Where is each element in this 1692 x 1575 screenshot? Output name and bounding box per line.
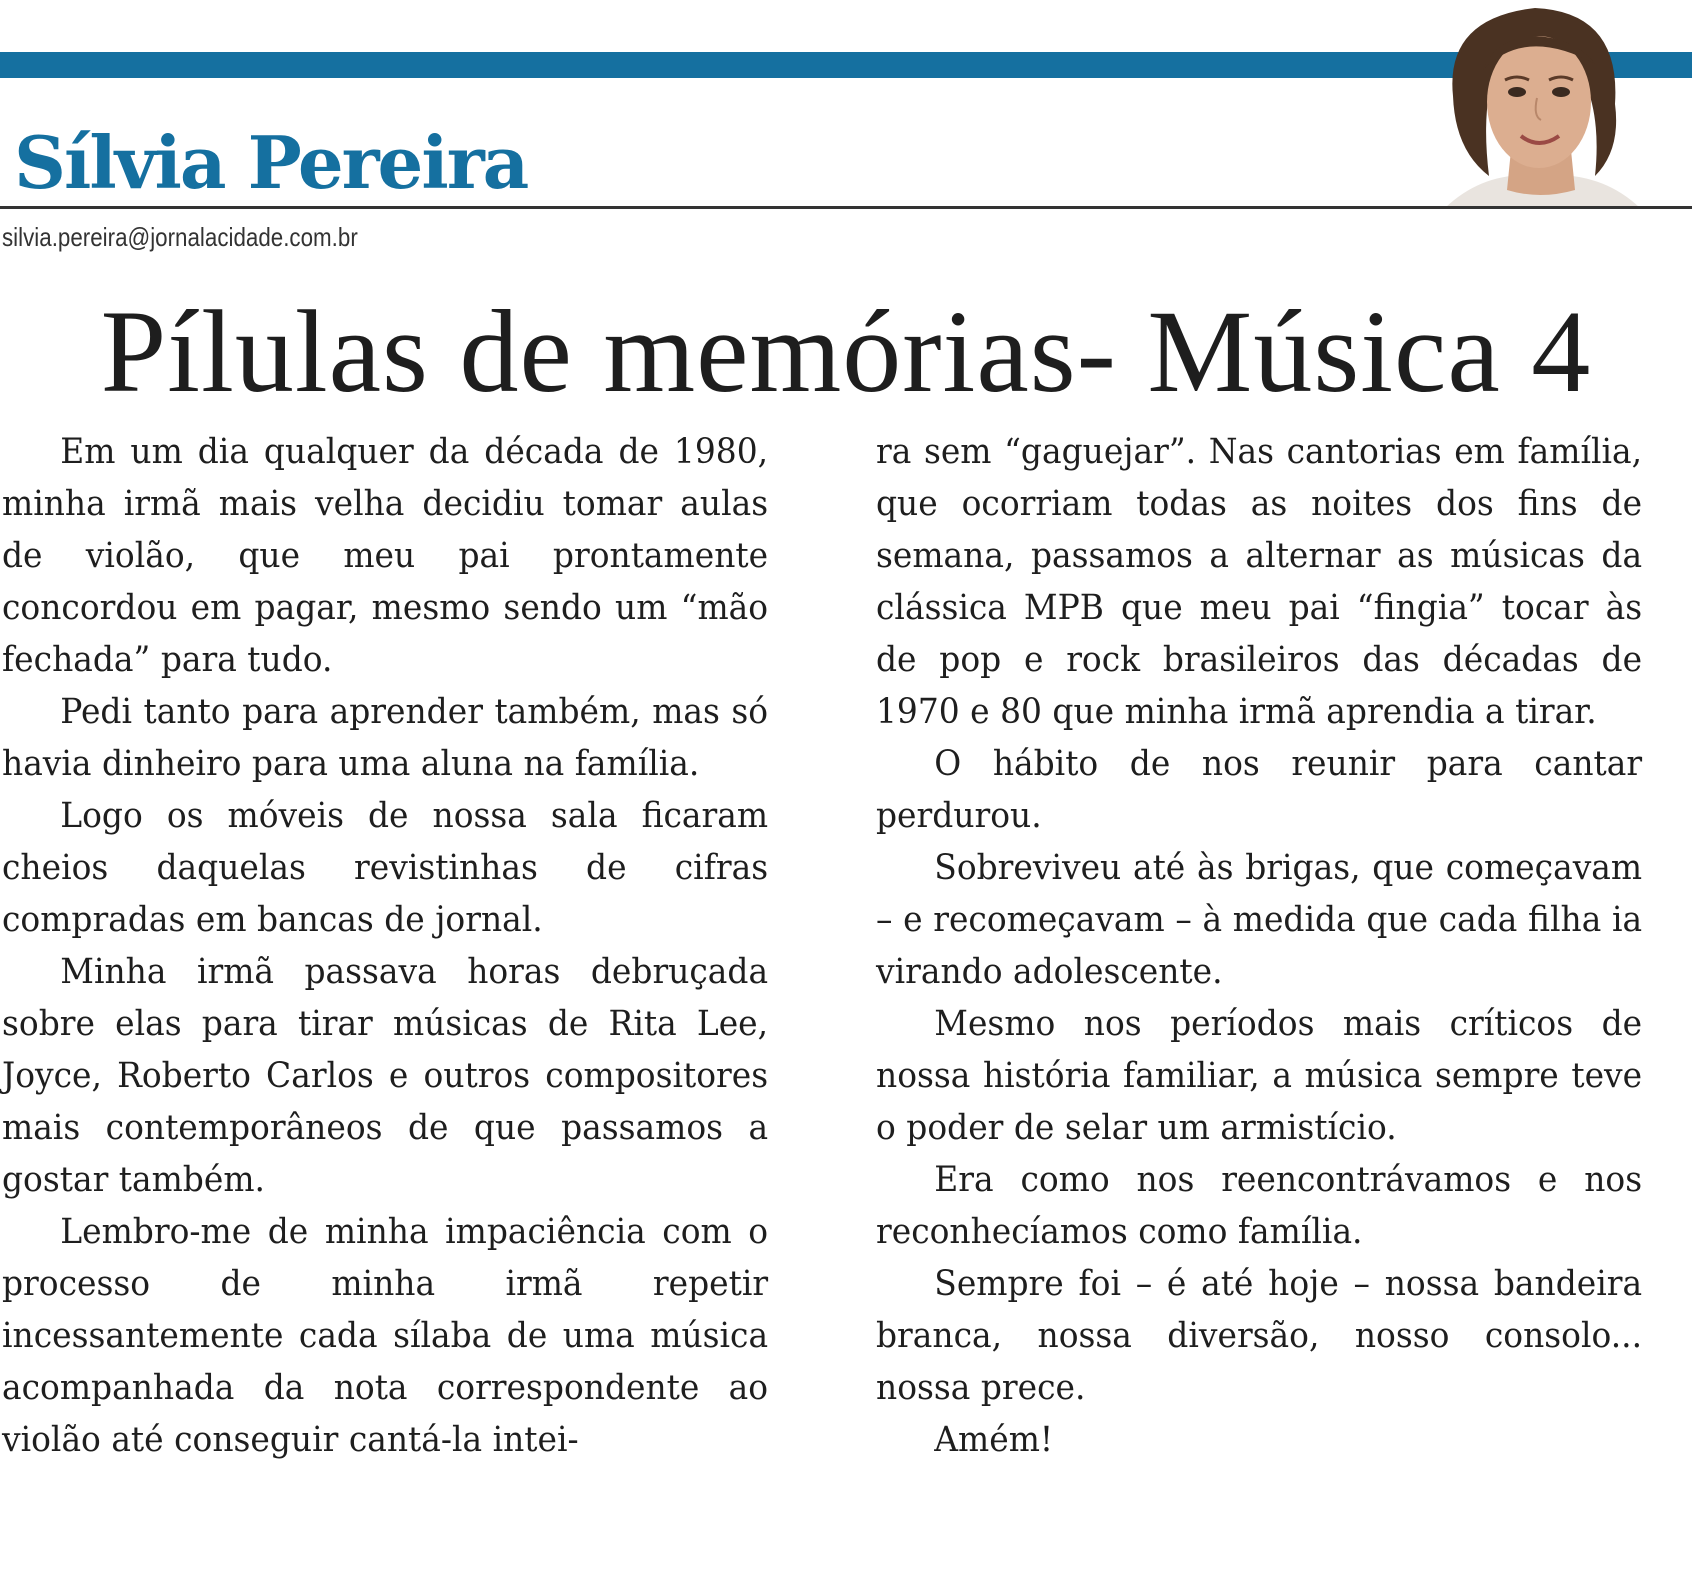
header-divider (0, 206, 1692, 209)
paragraph: Pedi tanto para aprender também, mas só havia dinheiro para uma aluna na família. (2, 692, 769, 784)
paragraph: Sobreviveu até às brigas, que começavam – e recomeçavam – à medida que cada filha ia virando adolescente. (876, 848, 1643, 992)
paragraph: Mesmo nos períodos mais críticos de nossa história familiar, a música sempre teve o poder de selar um armistício. (876, 1004, 1643, 1148)
paragraph: O hábito de nos reunir para cantar perdurou. (876, 744, 1643, 836)
paragraph: Logo os móveis de nossa sala ficaram cheios daquelas revistinhas de cifras compradas em bancas de jornal. (2, 796, 769, 940)
paragraph: Em um dia qualquer da década de 1980, minha irmã mais velha decidiu tomar aulas de violão, que meu pai prontamente concordou em pagar, mesmo sendo um “mão fechada” para tudo. (2, 432, 769, 680)
article-column-left (2, 426, 768, 1466)
paragraph: Amém! (934, 1420, 1054, 1460)
author-name: Sílvia Pereira (14, 120, 528, 205)
author-portrait (1425, 0, 1655, 208)
paragraph: Era como nos reencontrávamos e nos reconhecíamos como família. (876, 1160, 1643, 1252)
paragraph: Minha irmã passava horas debruçada sobre elas para tirar músicas de Rita Lee, Joyce, Roberto Carlos e outros compositores mais contemporâneos de que passamos a gostar também. (2, 952, 769, 1200)
author-portrait-image (1425, 0, 1655, 208)
article-column-right (876, 426, 1642, 1466)
paragraph: Sempre foi – é até hoje – nossa bandeira branca, nossa diversão, nosso consolo... nossa prece. (876, 1264, 1643, 1408)
article-title: Pílulas de memórias- Música 4 (100, 286, 1592, 417)
paragraph: Lembro-me de minha impaciência com o processo de minha irmã repetir incessantemente cada sílaba de uma música acompanhada da nota correspondente ao violão até conseguir cantá-la intei- (2, 1212, 769, 1460)
paragraph-continuation: ra sem “gaguejar”. Nas cantorias em família, que ocorriam todas as noites dos fins de semana, passamos a alternar as músicas da clássica MPB que meu pai “fingia” tocar às de pop e rock brasileiros das décadas de 1970 e 80 que minha irmã aprendia a tirar. (876, 432, 1643, 732)
author-email: silvia.pereira@jornalacidade.com.br (2, 222, 358, 252)
